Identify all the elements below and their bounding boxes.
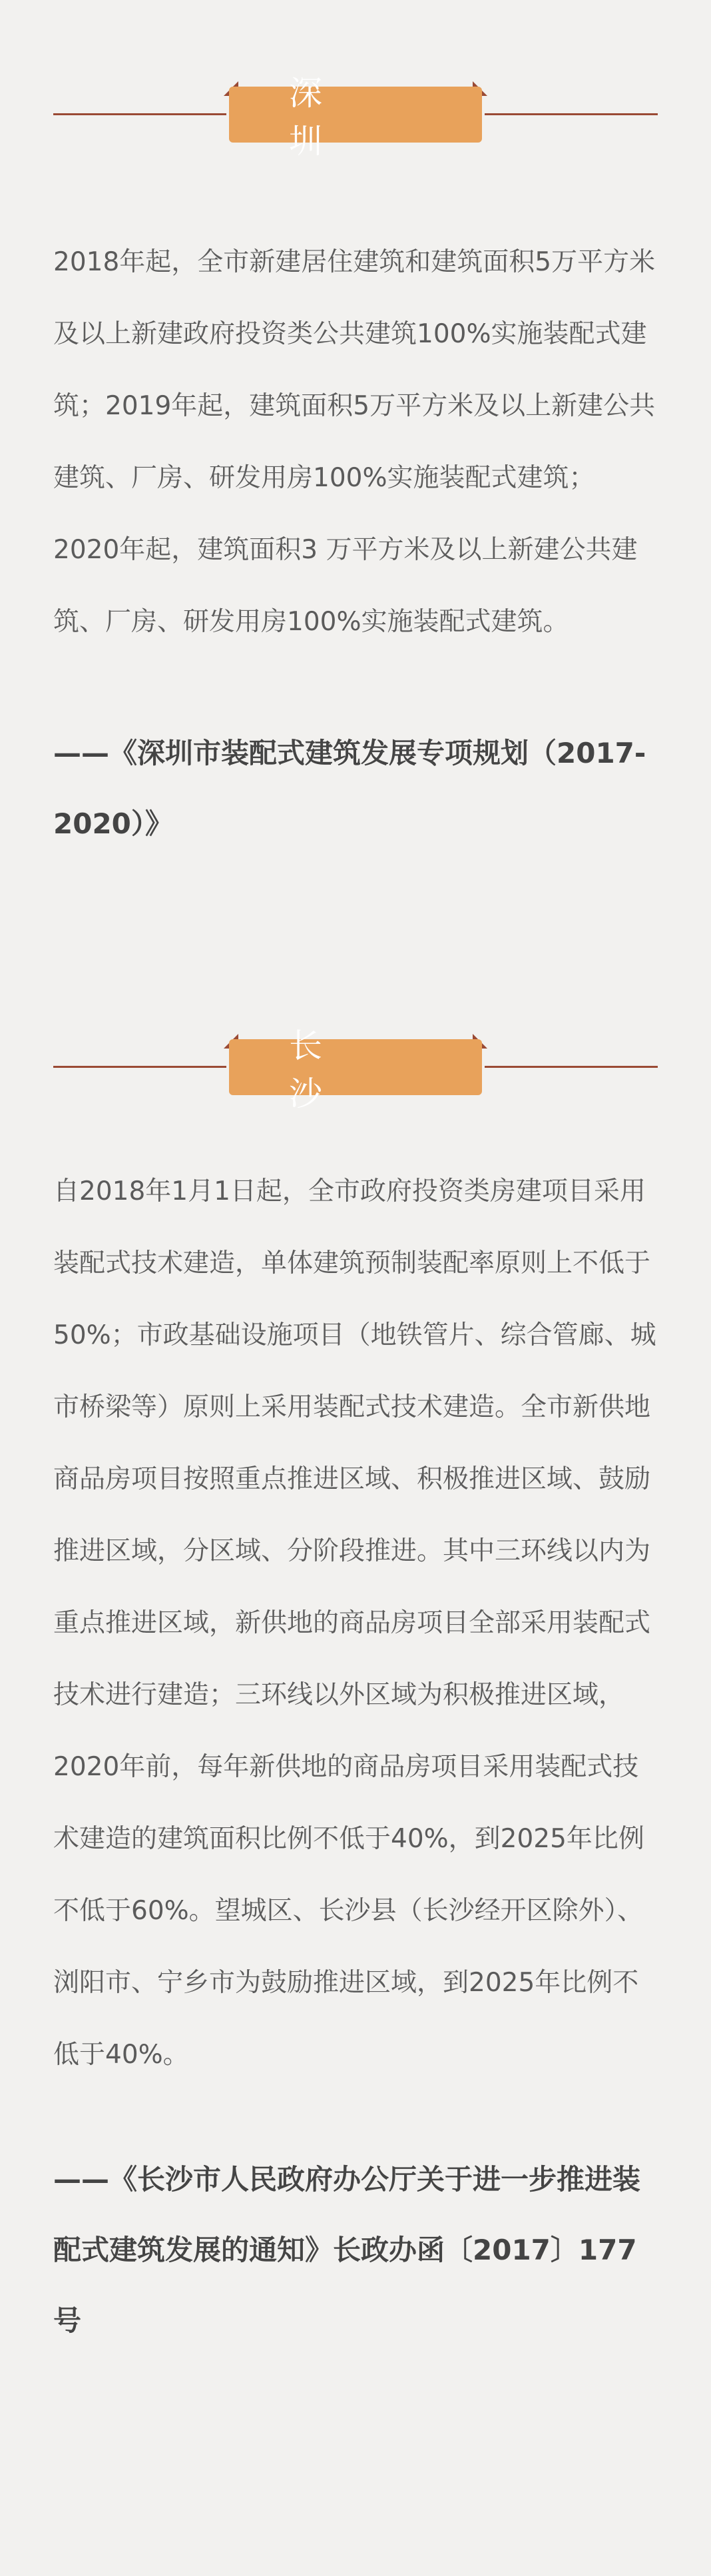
section-header bbox=[0, 1026, 711, 1113]
section-shenzhen bbox=[0, 73, 711, 859]
tab-plate bbox=[229, 1027, 482, 1113]
section-header bbox=[0, 73, 711, 161]
policy-paragraph: 自2018年1月1日起，全市政府投资类房建项目采用装配式技术建造，单体建筑预制装配率原则上不低于50%；市政基础设施项目（地铁管片、综合管廊、城市桥梁等）原则上采用装配式技术建造。全市新供地商品房项目按照重点推进区域、积极推进区域、鼓励推进区域，分区域、分阶段推进。其中三环线以内为重点推进区域，新供地的商品房项目全部采用装配式技术进行建造；三环线以外区域为积极推进区域，2020年前，每年新供地的商品房项目采用装配式技术建造的建筑面积比例不低于40%，到2025年比例不低于60%。望城区、长沙县（长沙经开区除外）、浏阳市、宁乡市为鼓励推进区域，到2025年比例不低于40%。 bbox=[53, 1176, 656, 2070]
section-changsha bbox=[0, 1026, 711, 2356]
city-title: 深 圳 bbox=[289, 74, 382, 161]
city-title: 长 沙 bbox=[289, 1027, 382, 1113]
policy-source: ——《深圳市装配式建筑发展专项规划（2017-2020）》 bbox=[53, 737, 646, 840]
policy-paragraph: 2018年起，全市新建居住建筑和建筑面积5万平方米及以上新建政府投资类公共建筑100%实施装配式建筑；2019年起，建筑面积5万平方米及以上新建公共建筑、厂房、研发用房100%实施装配式建筑；2020年起，建筑面积3 万平方米及以上新建公共建筑、厂房、研发用房100%实施装配式建筑。 bbox=[53, 247, 656, 637]
city-tab bbox=[229, 1027, 482, 1113]
divider-right bbox=[485, 113, 658, 115]
divider-right bbox=[485, 1066, 658, 1068]
tab-plate bbox=[229, 74, 482, 161]
divider-left bbox=[53, 1066, 226, 1068]
divider-left bbox=[53, 113, 226, 115]
policy-source: ——《长沙市人民政府办公厅关于进一步推进装配式建筑发展的通知》长政办函〔2017〕177号 bbox=[53, 2163, 641, 2337]
city-tab bbox=[229, 74, 482, 161]
